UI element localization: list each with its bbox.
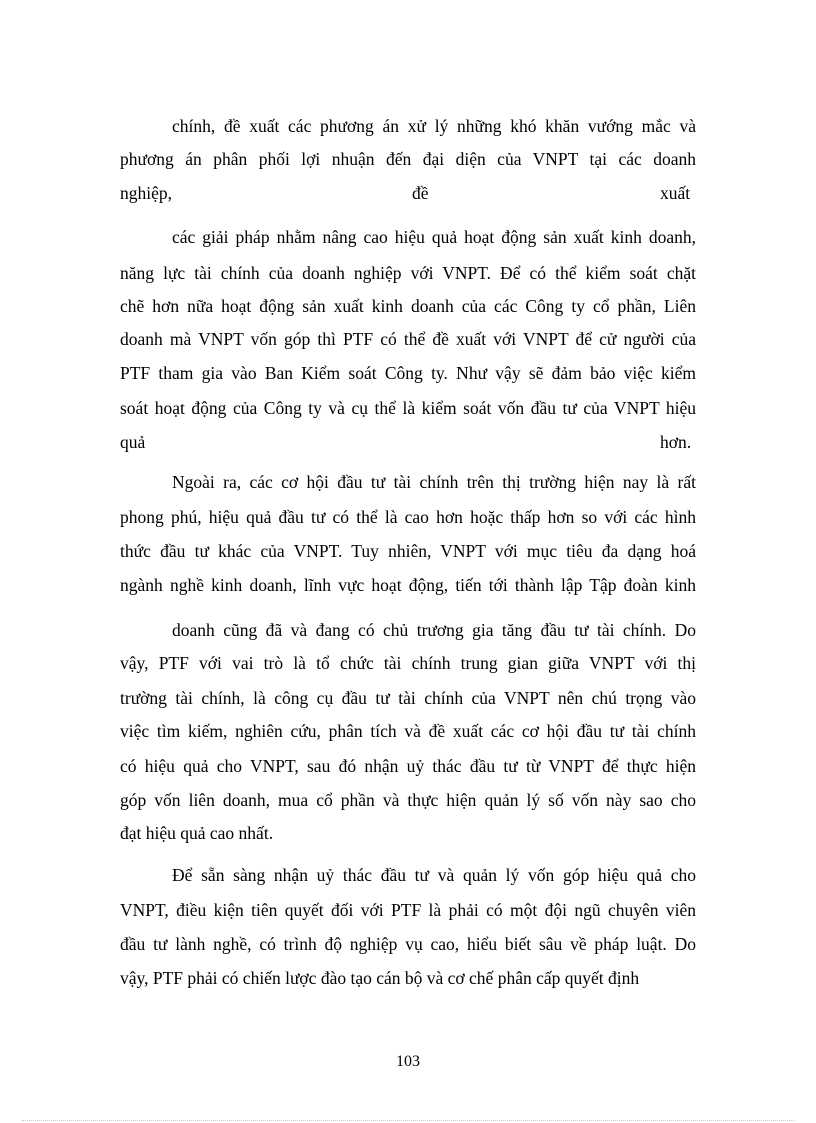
text-line: việc tìm kiếm, nghiên cứu, phân tích và đề xuất các cơ hội đầu tư tài chính: [120, 721, 696, 741]
text-line: năng lực tài chính của doanh nghiệp với VNPT. Để có thể kiểm soát chặt: [120, 263, 696, 283]
text-line: nghiệp,: [120, 183, 173, 203]
text-line: Ngoài ra, các cơ hội đầu tư tài chính trên thị trường hiện nay là rất: [172, 472, 696, 492]
text-line: PTF tham gia vào Ban Kiểm soát Công ty. Như vậy sẽ đảm bảo việc kiểm: [120, 363, 696, 383]
text-line: xuất: [660, 183, 691, 203]
text-line: vậy, PTF với vai trò là tổ chức tài chính trung gian giữa VNPT với thị: [120, 653, 696, 673]
text-line: VNPT, điều kiện tiên quyết đối với PTF là phải có một đội ngũ chuyên viên: [120, 900, 696, 920]
page-bottom-rule: [22, 1120, 794, 1121]
text-line: hơn.: [660, 432, 692, 452]
page-number: 103: [396, 1053, 420, 1070]
text-line: phương án phân phối lợi nhuận đến đại diện của VNPT tại các doanh: [120, 149, 696, 169]
text-line: có hiệu quả cho VNPT, sau đó nhận uỷ thác đầu tư từ VNPT để thực hiện: [120, 756, 696, 776]
text-line: thức đầu tư khác của VNPT. Tuy nhiên, VNPT với mục tiêu đa dạng hoá: [120, 541, 696, 561]
text-line: các giải pháp nhằm nâng cao hiệu quả hoạt động sản xuất kinh doanh,: [172, 227, 696, 247]
text-line: doanh cũng đã và đang có chủ trương gia tăng đầu tư tài chính. Do: [172, 620, 696, 640]
text-line: chính, đề xuất các phương án xử lý những khó khăn vướng mắc và: [172, 116, 696, 136]
text-line: góp vốn liên doanh, mua cổ phần và thực hiện quản lý số vốn này sao cho: [120, 790, 696, 810]
text-line: đầu tư lành nghề, có trình độ nghiệp vụ cao, hiểu biết sâu về pháp luật. Do: [120, 934, 696, 954]
text-line: quả: [120, 432, 146, 452]
text-line: chẽ hơn nữa hoạt động sản xuất kinh doanh của các Công ty cổ phần, Liên: [120, 296, 696, 316]
text-line: ngành nghề kinh doanh, lĩnh vực hoạt động, tiến tới thành lập Tập đoàn kinh: [120, 575, 696, 595]
text-line: Để sẵn sàng nhận uỷ thác đầu tư và quản lý vốn góp hiệu quả cho: [172, 865, 696, 885]
text-line: đề: [412, 183, 429, 203]
text-line: doanh mà VNPT vốn góp thì PTF có thể đề xuất với VNPT để cử người của: [120, 329, 696, 349]
text-line: vậy, PTF phải có chiến lược đào tạo cán bộ và cơ chế phân cấp quyết định: [120, 968, 640, 988]
text-line: trường tài chính, là công cụ đầu tư tài chính của VNPT nên chú trọng vào: [120, 688, 696, 708]
text-line: soát hoạt động của Công ty và cụ thể là kiểm soát vốn đầu tư của VNPT hiệu: [120, 398, 696, 418]
text-line: đạt hiệu quả cao nhất.: [120, 823, 274, 843]
text-line: phong phú, hiệu quả đầu tư có thể là cao hơn hoặc thấp hơn so với các hình: [120, 507, 696, 527]
